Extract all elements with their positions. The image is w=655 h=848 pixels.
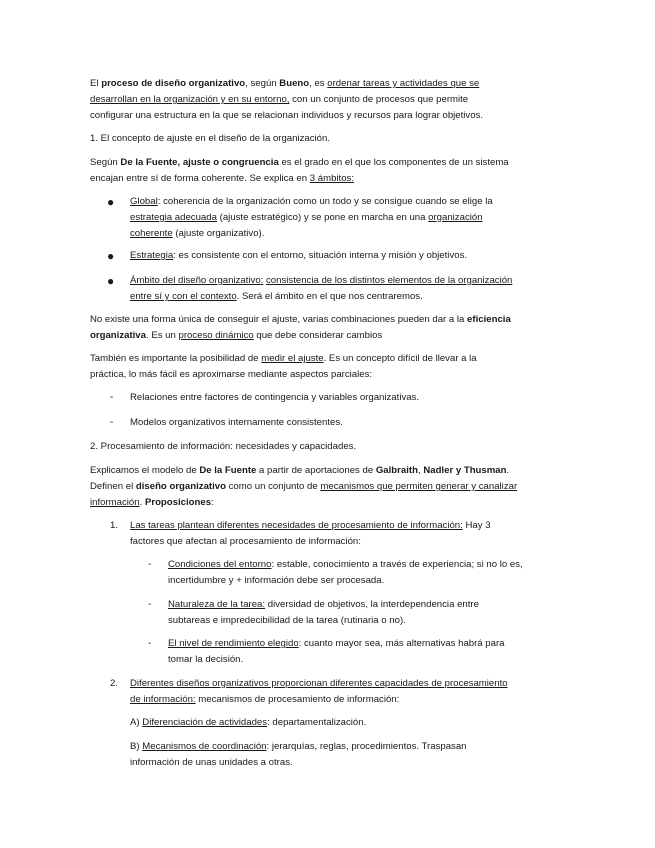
text: Hay 3 — [462, 520, 491, 531]
underlined-text: Condiciones del entorno — [168, 559, 272, 570]
text: . Es un concepto difícil de llevar a la — [323, 353, 477, 364]
underlined-text: El nivel de rendimiento elegido — [168, 638, 299, 649]
bold-term: diseño organizativo — [135, 481, 226, 492]
underlined-text: medir el ajuste — [261, 353, 324, 364]
dash-item-modelos: Modelos organizativos internamente consistentes. — [130, 417, 343, 428]
text: tomar la decisión. — [168, 654, 244, 665]
text: , — [417, 465, 424, 476]
underlined-text: Mecanismos de coordinación — [142, 741, 267, 752]
text: : — [211, 497, 214, 508]
underlined-text: Las tareas plantean diferentes necesidades de procesamiento de información: — [130, 520, 463, 531]
sub-item-rendimiento — [168, 636, 583, 668]
sub-item-tarea — [168, 597, 583, 629]
text: . — [506, 465, 510, 476]
text: subtareas e impredecibilidad de la tarea (rutinaria o no). — [168, 615, 406, 626]
underlined-text: coherente — [130, 228, 173, 239]
bullet-global — [130, 194, 580, 242]
text: No existe una forma única de conseguir el ajuste, varias combinaciones pueden dar a la — [90, 314, 468, 325]
underlined-text: desarrollan en la organización y en su entorno, — [90, 94, 290, 105]
text: diversidad de objetivos, la interdependencia entre — [265, 599, 479, 610]
text: factores que afectan al procesamiento de información: — [130, 536, 361, 547]
underlined-text: proceso dinámico — [178, 330, 254, 341]
intro-paragraph — [90, 76, 580, 124]
bold-term: Proposiciones — [144, 497, 212, 508]
ajuste-paragraph — [90, 312, 580, 344]
bullet-ambito — [130, 273, 580, 305]
underlined-text: Estrategia — [130, 250, 174, 261]
text: Explicamos el modelo de — [90, 465, 200, 476]
text: . — [139, 497, 145, 508]
text: práctica, lo más fácil es aproximarse mediante aspectos parciales: — [90, 369, 373, 380]
dash-marker: - — [110, 417, 114, 428]
dash-marker: - — [148, 638, 152, 649]
list-number: 1. — [110, 520, 119, 531]
text: : coherencia de la organización como un todo y se consigue cuando se elige la — [157, 196, 493, 207]
underlined-text: estrategia adecuada — [130, 212, 217, 223]
underlined-text: información — [90, 497, 140, 508]
lettered-item-a — [130, 715, 580, 731]
bullet-estrategia — [130, 248, 580, 264]
bullet-icon: ● — [107, 274, 115, 288]
text: El — [90, 78, 102, 89]
dash-marker: - — [110, 392, 114, 403]
text: . Es un — [145, 330, 179, 341]
text: : es consistente con el entorno, situación interna y misión y objetivos. — [173, 250, 468, 261]
author-name: De la Fuente — [120, 157, 178, 168]
author-name: Nadler y Thusman — [423, 465, 507, 476]
text: que debe considerar cambios — [253, 330, 383, 341]
text: a partir de aportaciones de — [256, 465, 376, 476]
text: incertidumbre y + información debe ser procesada. — [168, 575, 385, 586]
underlined-text: 3 ámbitos: — [309, 173, 354, 184]
text: Según — [90, 157, 121, 168]
dash-marker: - — [148, 559, 152, 570]
bold-term: eficiencia — [467, 314, 511, 325]
dash-item-relaciones: Relaciones entre factores de contingencia y variables organizativas. — [130, 392, 420, 403]
text: . Será el ámbito en el que nos centraremos. — [236, 291, 423, 302]
text: A) — [130, 717, 143, 728]
text: , — [177, 157, 183, 168]
list-number: 2. — [110, 678, 119, 689]
text: : jerarquías, reglas, procedimientos. Traspasan — [266, 741, 467, 752]
underlined-text: Global — [130, 196, 158, 207]
text: encajan entre sí de forma coherente. Se explica en — [90, 173, 310, 184]
author-name: De la Fuente — [199, 465, 257, 476]
lettered-item-b — [130, 739, 580, 771]
text: , es — [309, 78, 328, 89]
text: con un conjunto de procesos que permite — [289, 94, 469, 105]
bold-term: proceso de diseño organizativo — [101, 78, 246, 89]
underlined-text: mecanismos que permiten generar y canalizar — [320, 481, 518, 492]
text: : departamentalización. — [267, 717, 367, 728]
text: mecanismos de procesamiento de información: — [195, 694, 400, 705]
text: (ajuste estratégico) y se pone en marcha en una — [216, 212, 429, 223]
dash-marker: - — [148, 599, 152, 610]
numbered-item-2 — [130, 676, 580, 708]
underlined-text: de información: — [130, 694, 196, 705]
text: : cuanto mayor sea, más alternativas habrá para — [298, 638, 505, 649]
bullet-icon: ● — [107, 195, 115, 209]
bold-term: ajuste o congruencia — [182, 157, 279, 168]
underlined-text: Ámbito del diseño organizativo: — [130, 275, 264, 286]
text: (ajuste organizativo). — [172, 228, 265, 239]
text: : estable, conocimiento a través de experiencia; si no lo es, — [271, 559, 523, 570]
underlined-text: Diferentes diseños organizativos proporcionan diferentes capacidades de procesamiento — [130, 678, 508, 689]
definition-paragraph — [90, 155, 580, 187]
bold-term: organizativa — [90, 330, 146, 341]
medir-paragraph — [90, 351, 580, 383]
text: Definen el — [90, 481, 136, 492]
text: , según — [245, 78, 280, 89]
modelo-paragraph — [90, 463, 580, 511]
underlined-text: entre sí y con el contexto — [130, 291, 237, 302]
underlined-text: ordenar tareas y actividades que se — [327, 78, 480, 89]
section-heading-2: 2. Procesamiento de información: necesidades y capacidades. — [90, 441, 357, 452]
text: También es importante la posibilidad de — [90, 353, 262, 364]
text: como un conjunto de — [225, 481, 321, 492]
text: configurar una estructura en la que se relacionan individuos y recursos para lograr objetivos. — [90, 110, 484, 121]
text: B) — [130, 741, 143, 752]
underlined-text: Naturaleza de la tarea: — [168, 599, 266, 610]
section-heading-1: 1. El concepto de ajuste en el diseño de la organización. — [90, 133, 331, 144]
author-name: Bueno — [279, 78, 310, 89]
underlined-text: organización — [428, 212, 483, 223]
bullet-icon: ● — [107, 249, 115, 263]
text: es el grado en el que los componentes de un sistema — [278, 157, 509, 168]
underlined-text: consistencia de los distintos elementos de la organización — [266, 275, 513, 286]
sub-item-entorno — [168, 557, 583, 589]
numbered-item-1 — [130, 518, 580, 550]
text: información de unas unidades a otras. — [130, 757, 293, 768]
author-name: Galbraith — [375, 465, 418, 476]
underlined-text: Diferenciación de actividades — [142, 717, 268, 728]
